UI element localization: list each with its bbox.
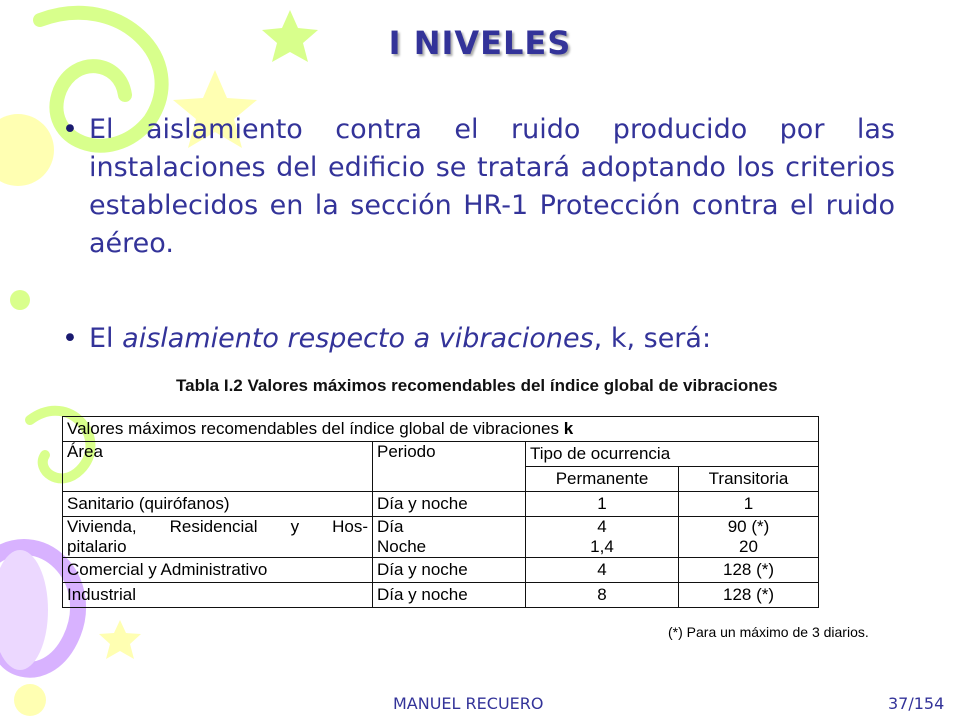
col-header-tipo: Tipo de ocurrencia bbox=[526, 442, 819, 467]
bullet-2-emphasis: aislamiento respecto a vibraciones bbox=[122, 323, 594, 354]
col-header-permanente: Permanente bbox=[526, 467, 679, 492]
cell-permanente-line: 4 bbox=[597, 517, 607, 536]
table-row bbox=[63, 583, 819, 608]
footer-page-number: 37/154 bbox=[888, 694, 945, 713]
cell-area bbox=[63, 517, 373, 558]
bullet-text-1: El aislamiento contra el ruido producido por las instalaciones del edificio se tratará adoptando los criterios establecidos en la sección HR-1 Protección contra el ruido aéreo. bbox=[89, 114, 895, 259]
yellow-dot-decoration bbox=[14, 684, 46, 716]
green-dot-decoration bbox=[10, 290, 30, 310]
cell-permanente: 4 bbox=[526, 558, 679, 583]
cell-transitoria: 1 bbox=[679, 492, 819, 517]
table-row bbox=[63, 492, 819, 517]
bullet-marker: • bbox=[62, 323, 78, 354]
footer-author: MANUEL RECUERO bbox=[393, 694, 544, 713]
cell-periodo bbox=[373, 517, 526, 558]
col-header-transitoria: Transitoria bbox=[679, 467, 819, 492]
purple-blob-decoration bbox=[0, 550, 48, 670]
table-caption: Tabla I.2 Valores máximos recomendables del índice global de vibraciones bbox=[176, 376, 778, 395]
table-row bbox=[63, 442, 819, 467]
cell-area: Comercial y Administrativo bbox=[63, 558, 373, 583]
cell-periodo-line: Noche bbox=[377, 537, 427, 556]
yellow-blob-decoration bbox=[0, 114, 54, 186]
cell-area: Sanitario (quirófanos) bbox=[63, 492, 373, 517]
cell-area-line: pitalario bbox=[67, 537, 127, 556]
cell-periodo: Día y noche bbox=[373, 558, 526, 583]
bullet-text-2 bbox=[89, 320, 895, 358]
table-header-row bbox=[63, 417, 819, 442]
col-header-periodo: Periodo bbox=[373, 442, 526, 492]
bullet-2-suffix: , k, será: bbox=[593, 323, 712, 354]
cell-transitoria: 128 (*) bbox=[679, 583, 819, 608]
cell-area: Industrial bbox=[63, 583, 373, 608]
table-row bbox=[63, 558, 819, 583]
table-footnote: (*) Para un máximo de 3 diarios. bbox=[668, 624, 869, 640]
cell-transitoria-line: 20 bbox=[739, 537, 758, 556]
cell-transitoria bbox=[679, 517, 819, 558]
cell-area-line: Vivienda, Residencial y Hos- bbox=[67, 517, 368, 536]
cell-transitoria-line: 90 (*) bbox=[727, 517, 770, 536]
cell-periodo: Día y noche bbox=[373, 583, 526, 608]
table-row bbox=[63, 517, 819, 558]
cell-permanente: 1 bbox=[526, 492, 679, 517]
vibration-table bbox=[62, 416, 819, 608]
bullet-2-prefix: El bbox=[89, 323, 123, 354]
table-header-cell bbox=[63, 417, 819, 442]
cell-permanente bbox=[526, 517, 679, 558]
cell-permanente: 8 bbox=[526, 583, 679, 608]
table-header-text: Valores máximos recomendables del índice global de vibraciones bbox=[67, 419, 560, 438]
cell-transitoria: 128 (*) bbox=[679, 558, 819, 583]
table-header-symbol: k bbox=[563, 419, 574, 438]
cell-periodo-line: Día bbox=[377, 517, 404, 536]
slide-title: I NIVELES bbox=[388, 24, 572, 62]
col-header-area: Área bbox=[63, 442, 373, 492]
cell-periodo: Día y noche bbox=[373, 492, 526, 517]
bullet-marker: • bbox=[62, 114, 78, 145]
cell-permanente-line: 1,4 bbox=[590, 537, 614, 556]
yellow-star-small-decoration bbox=[99, 620, 141, 659]
